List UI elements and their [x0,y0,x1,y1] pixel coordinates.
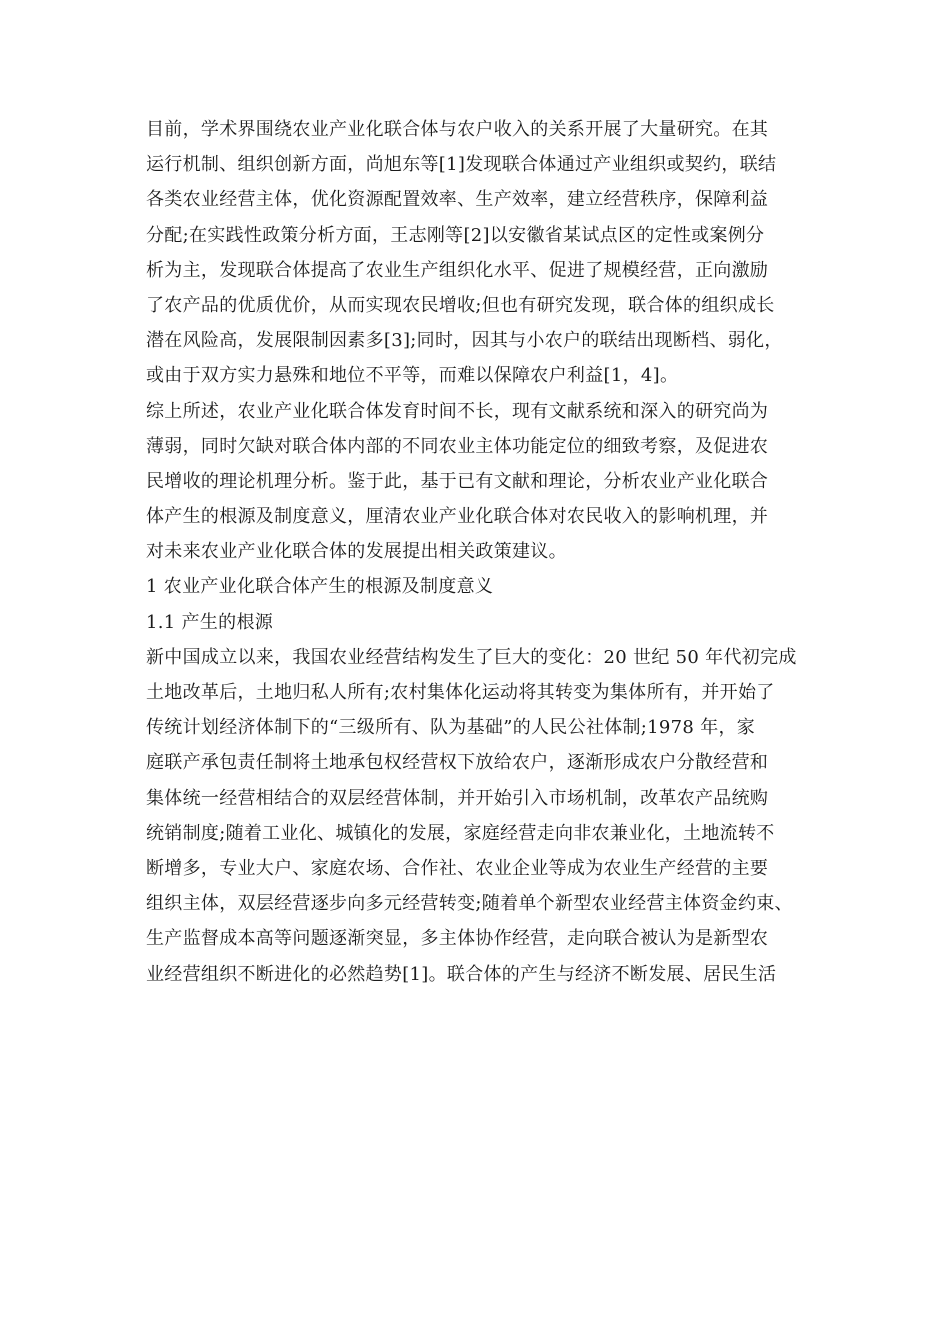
text-line: 新中国成立以来，我国农业经营结构发生了巨大的变化：20 世纪 50 年代初完成 [146,646,797,668]
text-line: 断增多，专业大户、家庭农场、合作社、农业企业等成为农业生产经营的主要 [146,857,769,879]
subsection-heading: 1.1 产生的根源 [146,611,274,633]
text-line: 分配;在实践性政策分析方面，王志刚等[2]以安徽省某试点区的定性或案例分 [146,224,765,246]
text-line: 薄弱，同时欠缺对联合体内部的不同农业主体功能定位的细致考察，及促进农 [146,435,769,457]
text-line: 组织主体，双层经营逐步向多元经营转变;随着单个新型农业经营主体资金约束、 [146,893,793,915]
text-line: 业经营组织不断进化的必然趋势[1]。联合体的产生与经济不断发展、居民生活 [146,963,777,985]
text-line: 土地改革后，土地归私人所有;农村集体化运动将其转变为集体所有，并开始了 [146,682,775,703]
text-line: 民增收的理论机理分析。鉴于此，基于已有文献和理论，分析农业产业化联合 [146,470,769,492]
text-line: 生产监督成本高等问题逐渐突显，多主体协作经营，走向联合被认为是新型农 [146,928,769,950]
section-heading: 1 农业产业化联合体产生的根源及制度意义 [146,576,494,598]
text-line: 或由于双方实力悬殊和地位不平等，而难以保障农户利益[1，4]。 [146,365,679,387]
text-line: 析为主，发现联合体提高了农业生产组织化水平、促进了规模经营，正向激励 [146,259,769,281]
text-line: 运行机制、组织创新方面，尚旭东等[1]发现联合体通过产业组织或契约，联结 [146,154,777,176]
text-line: 对未来农业产业化联合体的发展提出相关政策建议。 [146,541,567,563]
text-line: 了农产品的优质优价，从而实现农民增收;但也有研究发现，联合体的组织成长 [146,294,775,316]
text-line: 集体统一经营相结合的双层经营体制，并开始引入市场机制，改革农产品统购 [146,787,769,809]
text-line: 传统计划经济体制下的“三级所有、队为基础”的人民公社体制;1978 年，家 [146,717,756,739]
text-line: 体产生的根源及制度意义，厘清农业产业化联合体对农民收入的影响机理，并 [146,506,769,528]
text-line: 潜在风险高，发展限制因素多[3];同时，因其与小农户的联结出现断档、弱化， [146,330,783,352]
text-line: 统销制度;随着工业化、城镇化的发展，家庭经营走向非农兼业化，土地流转不 [146,822,775,844]
text-line: 目前，学术界围绕农业产业化联合体与农户收入的关系开展了大量研究。在其 [146,119,769,140]
text-line: 综上所述，农业产业化联合体发育时间不长，现有文献系统和深入的研究尚为 [146,400,769,422]
body-text [146,112,826,992]
text-line: 各类农业经营主体，优化资源配置效率、生产效率，建立经营秩序，保障利益 [146,189,769,211]
text-line: 庭联产承包责任制将土地承包权经营权下放给农户，逐渐形成农户分散经营和 [146,752,769,774]
